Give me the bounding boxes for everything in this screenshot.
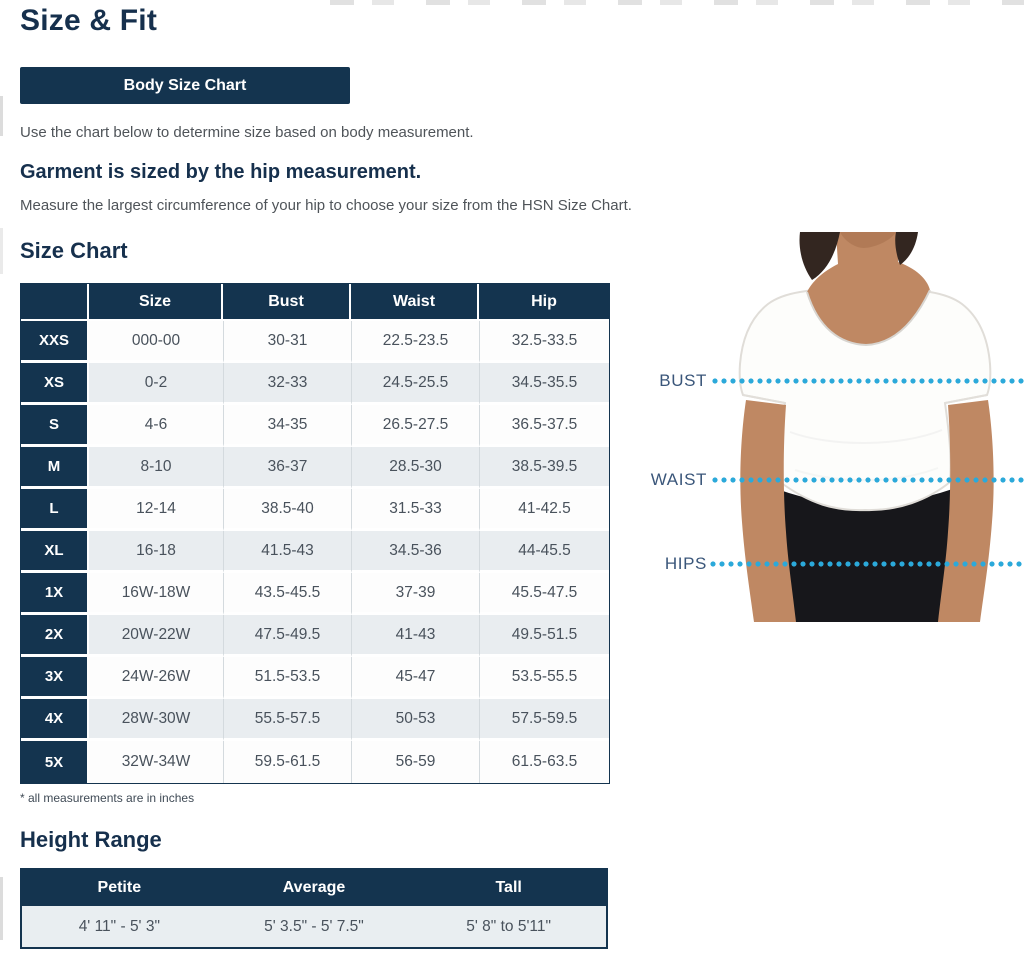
cell-size: 0-2 (89, 363, 223, 405)
hips-measurement-line (710, 561, 1024, 567)
waist-measurement-line (712, 477, 1024, 483)
row-label: 3X (21, 657, 89, 699)
table-row (21, 615, 609, 657)
garment-sizing-subtext: Measure the largest circumference of your hip to choose your size from the HSN Size Chart. (20, 197, 632, 214)
row-label: M (21, 447, 89, 489)
cell-hip: 53.5-55.5 (479, 657, 609, 699)
table-row (21, 489, 609, 531)
edge-artifact (0, 96, 3, 136)
cell-bust: 41.5-43 (223, 531, 351, 573)
cell-hip: 49.5-51.5 (479, 615, 609, 657)
cell-waist: 34.5-36 (351, 531, 479, 573)
cell-hip: 61.5-63.5 (479, 741, 609, 783)
cropped-text-artifact (330, 0, 1024, 5)
page-title: Size & Fit (20, 4, 158, 37)
cell-bust: 36-37 (223, 447, 351, 489)
bust-measurement-line (712, 378, 1024, 384)
cell-tall-range: 5' 8" to 5'11" (411, 906, 606, 947)
cell-waist: 28.5-30 (351, 447, 479, 489)
cell-bust: 43.5-45.5 (223, 573, 351, 615)
cell-hip: 44-45.5 (479, 531, 609, 573)
cell-hip: 57.5-59.5 (479, 699, 609, 741)
cell-bust: 32-33 (223, 363, 351, 405)
edge-artifact (0, 877, 3, 940)
col-header-average: Average (217, 870, 412, 906)
table-row (21, 741, 609, 783)
edge-artifact (0, 228, 3, 274)
row-label: XS (21, 363, 89, 405)
cell-petite-range: 4' 11" - 5' 3" (22, 906, 217, 947)
cell-size: 16W-18W (89, 573, 223, 615)
size-chart-header-row (21, 284, 609, 321)
row-label: XXS (21, 321, 89, 363)
row-label: 4X (21, 699, 89, 741)
row-label: XL (21, 531, 89, 573)
measurements-footnote: * all measurements are in inches (20, 791, 195, 805)
cell-hip: 34.5-35.5 (479, 363, 609, 405)
height-range-table (20, 868, 608, 949)
height-range-heading: Height Range (20, 827, 162, 852)
table-row (21, 699, 609, 741)
table-row (21, 447, 609, 489)
table-row (21, 405, 609, 447)
table-row (21, 531, 609, 573)
cell-waist: 41-43 (351, 615, 479, 657)
waist-label: WAIST (650, 470, 707, 489)
row-label: 5X (21, 741, 89, 783)
cell-waist: 50-53 (351, 699, 479, 741)
cell-hip: 41-42.5 (479, 489, 609, 531)
cell-size: 32W-34W (89, 741, 223, 783)
cell-bust: 38.5-40 (223, 489, 351, 531)
cell-waist: 24.5-25.5 (351, 363, 479, 405)
cell-average-range: 5' 3.5" - 5' 7.5" (217, 906, 412, 947)
body-size-chart-button[interactable]: Body Size Chart (20, 67, 350, 104)
cell-size: 12-14 (89, 489, 223, 531)
cell-bust: 34-35 (223, 405, 351, 447)
intro-text: Use the chart below to determine size based on body measurement. (20, 124, 474, 141)
cell-waist: 31.5-33 (351, 489, 479, 531)
height-value-row (22, 906, 606, 947)
cell-size: 20W-22W (89, 615, 223, 657)
col-header-hip: Hip (479, 284, 609, 321)
height-header-row (22, 870, 606, 906)
cell-bust: 59.5-61.5 (223, 741, 351, 783)
cell-size: 8-10 (89, 447, 223, 489)
cell-hip: 36.5-37.5 (479, 405, 609, 447)
cell-bust: 47.5-49.5 (223, 615, 351, 657)
table-row (21, 363, 609, 405)
table-row (21, 573, 609, 615)
cell-bust: 30-31 (223, 321, 351, 363)
cell-size: 4-6 (89, 405, 223, 447)
row-label: 2X (21, 615, 89, 657)
cell-size: 16-18 (89, 531, 223, 573)
table-row (21, 321, 609, 363)
cell-waist: 37-39 (351, 573, 479, 615)
col-header-size: Size (89, 284, 223, 321)
row-label: L (21, 489, 89, 531)
row-label: S (21, 405, 89, 447)
col-header-tall: Tall (411, 870, 606, 906)
col-header-waist: Waist (351, 284, 479, 321)
corner-cell (21, 284, 89, 321)
cell-hip: 45.5-47.5 (479, 573, 609, 615)
table-row (21, 657, 609, 699)
size-chart-table (20, 283, 610, 784)
cell-bust: 55.5-57.5 (223, 699, 351, 741)
size-chart-heading: Size Chart (20, 238, 128, 263)
col-header-bust: Bust (223, 284, 351, 321)
row-label: 1X (21, 573, 89, 615)
cell-bust: 51.5-53.5 (223, 657, 351, 699)
cell-hip: 32.5-33.5 (479, 321, 609, 363)
cell-size: 000-00 (89, 321, 223, 363)
cell-size: 24W-26W (89, 657, 223, 699)
bust-label: BUST (659, 371, 707, 390)
hips-label: HIPS (664, 554, 707, 573)
cell-waist: 22.5-23.5 (351, 321, 479, 363)
cell-waist: 56-59 (351, 741, 479, 783)
cell-waist: 45-47 (351, 657, 479, 699)
hair-right (895, 232, 918, 265)
cell-size: 28W-30W (89, 699, 223, 741)
cell-hip: 38.5-39.5 (479, 447, 609, 489)
cell-waist: 26.5-27.5 (351, 405, 479, 447)
garment-sizing-heading: Garment is sized by the hip measurement. (20, 161, 422, 183)
col-header-petite: Petite (22, 870, 217, 906)
